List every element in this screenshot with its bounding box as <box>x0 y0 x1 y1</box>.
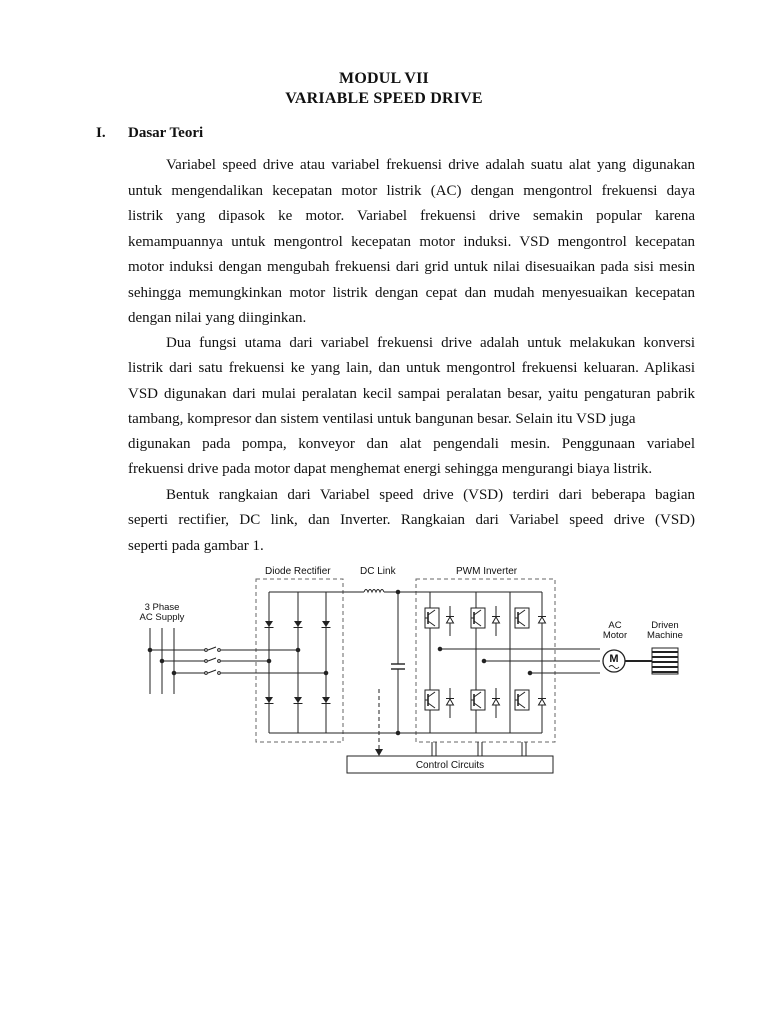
paragraph-2-line: Dua fungsi utama dari variabel frekuensi drive adalah untuk melakukan konversi <box>166 335 695 351</box>
diode-bridge <box>265 592 344 733</box>
dc-link-circuit <box>343 590 430 757</box>
paragraph-1-line: kemampuannya untuk mengontrol kecepatan motor induksi. VSD mengontrol kecepatan <box>128 234 695 250</box>
paragraph-2-line: tambang, kompresor dan sistem ventilasi untuk bangunan besar. Selain itu VSD juga <box>128 411 636 427</box>
paragraph-2-line: digunakan pada pompa, konveyor dan alat pengendali mesin. Penggunaan variabel <box>128 436 695 452</box>
dc-link-label: DC Link <box>360 566 396 577</box>
driven-machine <box>652 648 678 674</box>
motor-label-line1: AC <box>608 620 622 631</box>
igbt-inverter <box>425 592 600 733</box>
paragraph-1-line: sehingga memungkinkan motor listrik dengan cepat dan mudah menyesuaikan kecepatan <box>128 285 695 301</box>
machine-label-line1: Driven <box>651 620 679 631</box>
paragraph-1-line: motor induksi dengan mengubah frekuensi dari grid untuk nilai disesuaikan pada sisi mesin <box>128 259 695 275</box>
motor-label-line2: Motor <box>602 630 628 641</box>
paragraph-2-line: frekuensi drive pada motor dapat menghemat energi sehingga mengurangi biaya listrik. <box>128 461 653 477</box>
diode-rectifier-label: Diode Rectifier <box>265 566 331 577</box>
section-title: Dasar Teori <box>128 125 204 141</box>
machine-label-line2: Machine <box>647 630 683 641</box>
motor-symbol: M <box>609 653 619 665</box>
ac-supply-lines <box>148 628 328 694</box>
paragraph-2-line: listrik dari satu frekuensi ke yang lain, dan untuk mengontrol frekuensi keluaran. Aplikasi <box>128 360 695 376</box>
module-subtitle: VARIABLE SPEED DRIVE <box>285 90 483 107</box>
supply-label-line2: AC Supply <box>139 612 185 623</box>
vsd-circuit-diagram <box>128 556 695 780</box>
paragraph-3-line: seperti rectifier, DC link, dan Inverter. Rangkaian dari Variabel speed drive (VSD) <box>128 512 695 528</box>
paragraph-1-line: listrik yang dipasok ke motor. Variabel frekuensi drive semakin popular karena <box>128 208 695 224</box>
paragraph-1-line: Variabel speed drive atau variabel frekuensi drive adalah suatu alat yang digunakan <box>166 157 695 173</box>
paragraph-1-line: dengan nilai yang diinginkan. <box>128 310 307 326</box>
supply-label-line1: 3 Phase <box>144 602 180 613</box>
control-circuits <box>347 742 553 773</box>
section-number: I. <box>96 125 106 141</box>
ac-motor <box>603 650 652 672</box>
paragraph-3-line: seperti pada gambar 1. <box>128 538 264 554</box>
module-title: MODUL VII <box>339 70 429 87</box>
paragraph-2-line: VSD digunakan dari mulai peralatan kecil sampai peralatan besar, yaitu pengaturan pabrik <box>128 386 695 402</box>
pwm-inverter-label: PWM Inverter <box>456 566 518 577</box>
paragraph-1-line: untuk mengendalikan kecepatan motor listrik (AC) dengan mengontrol frekuensi daya <box>128 183 695 199</box>
control-circuits-label: Control Circuits <box>415 760 485 771</box>
paragraph-3-line: Bentuk rangkaian dari Variabel speed drive (VSD) terdiri dari beberapa bagian <box>166 487 695 503</box>
